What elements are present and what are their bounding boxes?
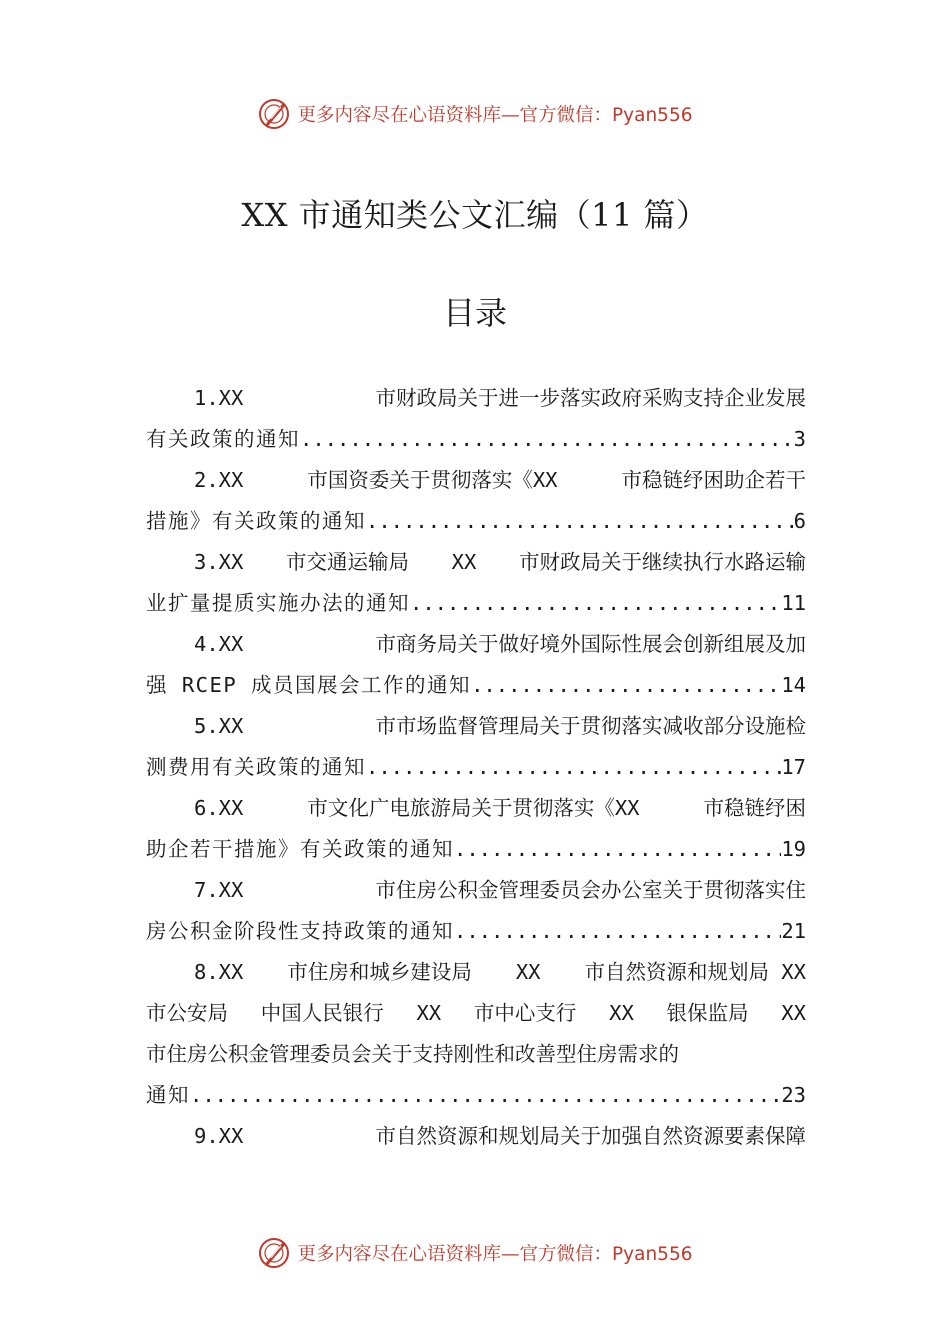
- toc-entry[interactable]: [146, 542, 806, 624]
- toc-entry-text: 5.XX: [194, 714, 244, 738]
- toc-entry-text: 8.XX: [194, 960, 244, 984]
- toc-entry-text: 市住房公积金管理委员会关于支持刚性和改善型住房需求的: [146, 1042, 679, 1066]
- toc-dot-leader: [471, 665, 781, 706]
- toc-heading: 目录: [442, 294, 507, 332]
- toc-page-number: 3: [793, 427, 806, 451]
- toc-entry-text: 市稳链纾困助企若干: [621, 468, 806, 492]
- toc-entry[interactable]: [146, 952, 806, 1116]
- toc-entry-text: 房公积金阶段性支持政策的通知: [146, 919, 454, 943]
- banner-dash: —: [501, 1244, 520, 1265]
- toc-page-number: 21: [781, 919, 806, 943]
- toc-dot-leader: [366, 501, 794, 542]
- toc-dot-leader: [190, 1075, 781, 1116]
- toc-entry-line: [146, 870, 806, 911]
- toc-page-number: 17: [781, 755, 806, 779]
- toc-page-number: 6: [793, 509, 806, 533]
- toc-entry-line: [146, 788, 806, 829]
- toc-entry-line: [146, 1034, 806, 1075]
- toc-dot-leader: [454, 829, 781, 870]
- toc-entry[interactable]: [146, 1116, 806, 1157]
- footer-banner: [0, 1233, 950, 1273]
- toc-entry-text: 市自然资源和规划局 XX: [584, 960, 806, 984]
- toc-entry-line: [146, 911, 806, 952]
- toc-entry-line: [146, 460, 806, 501]
- toc-entry[interactable]: [146, 624, 806, 706]
- toc-entry-text: 市住房公积金管理委员会办公室关于贯彻落实住: [375, 878, 806, 902]
- toc-entry-line: [146, 747, 806, 788]
- banner-site-name: 更多内容尽在心语资料库: [297, 105, 501, 126]
- toc-page-number: 19: [781, 837, 806, 861]
- toc-entry-text: 3.XX: [194, 550, 244, 574]
- toc-entry-text: XX: [609, 1001, 634, 1025]
- toc-entry-text: 市自然资源和规划局关于加强自然资源要素保障: [375, 1124, 806, 1148]
- toc-entry-text: 措施》有关政策的通知: [146, 509, 366, 533]
- toc-entry-text: 市市场监督管理局关于贯彻落实减收部分设施检: [375, 714, 806, 738]
- banner-site-name: 更多内容尽在心语资料库: [297, 1244, 501, 1265]
- toc-entry-line: [146, 583, 806, 624]
- toc-entry-line: [146, 993, 806, 1034]
- toc-entry-line: [146, 665, 806, 706]
- toc-entry-line: [146, 1075, 806, 1116]
- toc-page-number: 11: [781, 591, 806, 615]
- toc-dot-leader: [410, 583, 781, 624]
- toc-entry-text: 6.XX: [194, 796, 244, 820]
- toc-dot-leader: [366, 747, 781, 788]
- toc-entry-text: 7.XX: [194, 878, 244, 902]
- toc-entry-line: [146, 952, 806, 993]
- toc-entry[interactable]: [146, 460, 806, 542]
- toc-entry-text: XX: [515, 960, 541, 984]
- toc-entry-text: 9.XX: [194, 1124, 244, 1148]
- quill-seal-logo-icon: [257, 1236, 291, 1270]
- toc-entry-line: [146, 829, 806, 870]
- toc-entry-text: 市交通运输局: [286, 550, 410, 574]
- toc-entry-line: [146, 542, 806, 583]
- toc-entry[interactable]: [146, 378, 806, 460]
- quill-seal-logo-icon: [257, 97, 291, 131]
- toc-entry-text: 有关政策的通知: [146, 427, 300, 451]
- toc-entry-line: [146, 419, 806, 460]
- toc-entry-text: 强 RCEP 成员国展会工作的通知: [146, 673, 472, 697]
- toc-entry[interactable]: [146, 870, 806, 952]
- toc-entry-line: [146, 378, 806, 419]
- toc-dot-leader: [454, 911, 781, 952]
- banner-wechat-label: 官方微信：: [519, 1244, 613, 1265]
- toc-entry-line: [146, 624, 806, 665]
- toc-entry-text: 市国资委关于贯彻落实《XX: [307, 468, 558, 492]
- header-banner: [0, 94, 950, 134]
- banner-wechat-id: Pyan556: [612, 1244, 693, 1265]
- toc-entry-line: [146, 501, 806, 542]
- toc-entry-text: 市中心支行: [473, 1001, 577, 1025]
- document-title: XX 市通知类公文汇编（11 篇）: [241, 196, 709, 234]
- toc-page-number: 23: [781, 1083, 806, 1107]
- toc-entry-text: 1.XX: [194, 386, 244, 410]
- toc-entry-text: XX: [416, 1001, 442, 1025]
- toc-entry-text: 市住房和城乡建设局: [287, 960, 472, 984]
- toc-entry-text: 中国人民银行: [260, 1001, 384, 1025]
- toc-entry-text: 市稳链纾困: [703, 796, 806, 820]
- banner-text: [297, 101, 692, 127]
- banner-wechat-label: 官方微信：: [519, 105, 613, 126]
- toc-entry[interactable]: [146, 706, 806, 788]
- table-of-contents: [146, 378, 806, 1157]
- banner-wechat-id: Pyan556: [612, 105, 693, 126]
- toc-entry-text: 助企若干措施》有关政策的通知: [146, 837, 454, 861]
- toc-dot-leader: [300, 419, 794, 460]
- toc-entry-text: 测费用有关政策的通知: [146, 755, 366, 779]
- banner-dash: —: [501, 105, 520, 126]
- toc-entry-line: [146, 1116, 806, 1157]
- toc-page-number: 14: [781, 673, 806, 697]
- banner-text: [297, 1240, 692, 1266]
- toc-entry-text: 市商务局关于做好境外国际性展会创新组展及加: [375, 632, 806, 656]
- toc-entry-text: 市财政局关于进一步落实政府采购支持企业发展: [375, 386, 806, 410]
- toc-entry-text: XX: [451, 550, 477, 574]
- toc-entry-text: XX: [781, 1001, 806, 1025]
- toc-entry-text: 2.XX: [194, 468, 244, 492]
- toc-entry[interactable]: [146, 788, 806, 870]
- toc-entry-text: 市文化广电旅游局关于贯彻落实《XX: [307, 796, 640, 820]
- toc-entry-text: 银保监局: [666, 1001, 749, 1025]
- toc-entry-text: 通知: [146, 1083, 190, 1107]
- toc-entry-text: 市财政局关于继续执行水路运输: [518, 550, 806, 574]
- toc-entry-line: [146, 706, 806, 747]
- toc-entry-text: 市公安局: [146, 1001, 228, 1025]
- toc-entry-text: 业扩量提质实施办法的通知: [146, 591, 410, 615]
- toc-entry-text: 4.XX: [194, 632, 244, 656]
